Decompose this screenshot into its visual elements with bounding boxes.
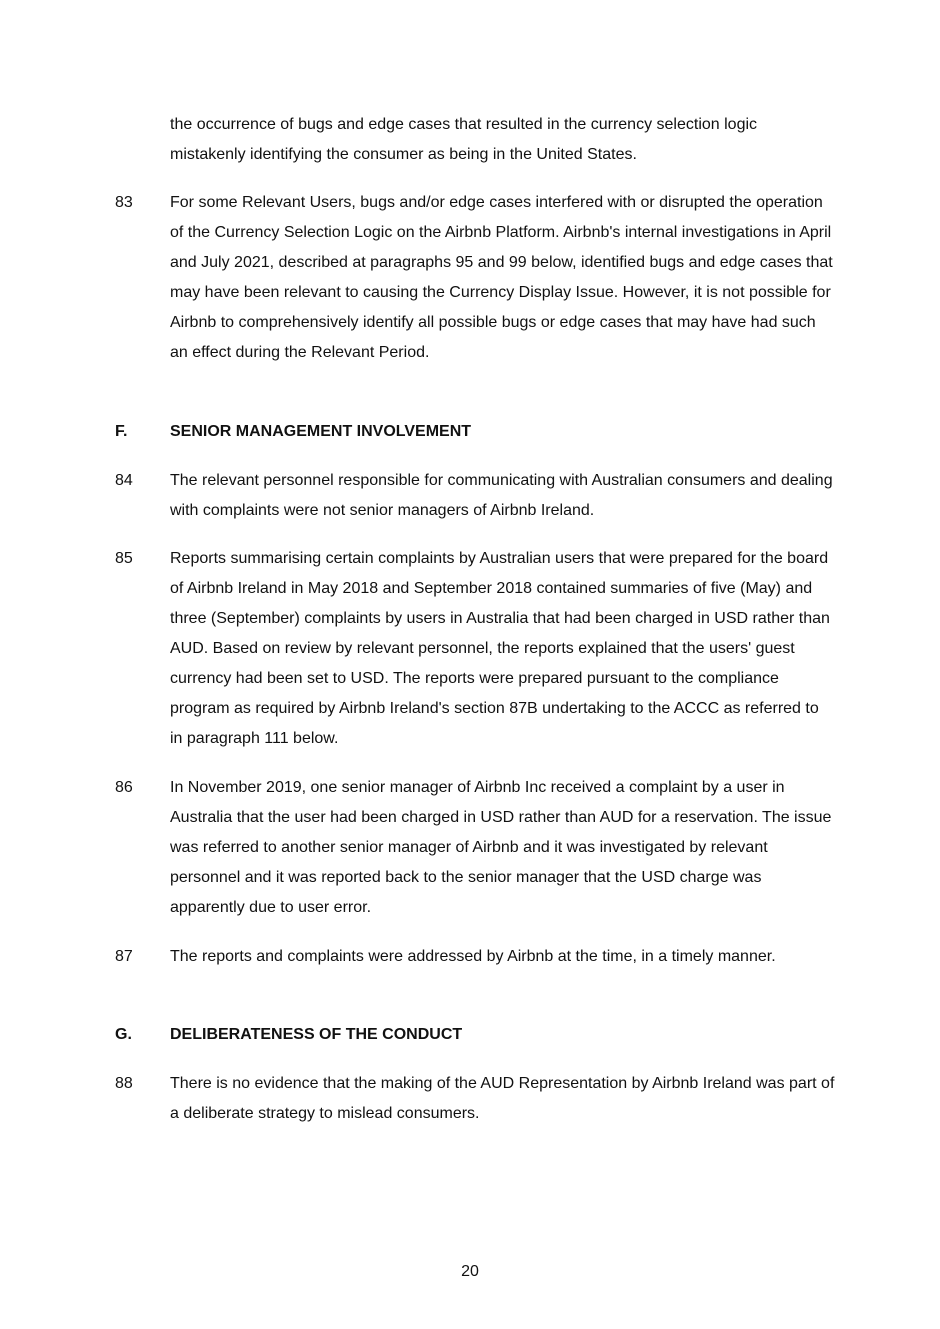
paragraph-86 xyxy=(115,773,835,923)
section-letter: F. xyxy=(115,423,128,440)
paragraph-text: The reports and complaints were addressed by Airbnb at the time, in a timely manner. xyxy=(170,948,776,965)
paragraph-text: For some Relevant Users, bugs and/or edge cases interfered with or disrupted the operation of the Currency Selection Logic on the Airbnb Platform. Airbnb's internal investigations in April and July 2021, described at paragraphs 95 and 99 below, identified bugs and edge cases that may have been relevant to causing the Currency Display Issue. However, it is not possible for Airbnb to comprehensively identify all possible bugs or edge cases that may have had such an effect during the Relevant Period. xyxy=(170,194,833,361)
paragraph-text: The relevant personnel responsible for communicating with Australian consumers and dealing with complaints were not senior managers of Airbnb Ireland. xyxy=(170,472,833,519)
paragraph-85 xyxy=(115,544,835,754)
section-heading-g xyxy=(115,1020,835,1050)
section-heading-f xyxy=(115,417,835,447)
paragraph-88 xyxy=(115,1069,835,1129)
page-number: 20 xyxy=(461,1263,479,1280)
section-title: SENIOR MANAGEMENT INVOLVEMENT xyxy=(170,423,472,440)
paragraph-number: 84 xyxy=(115,472,133,489)
paragraph-text: Reports summarising certain complaints by Australian users that were prepared for the board of Airbnb Ireland in May 2018 and September 2018 contained summaries of five (May) and three (September) complaints by users in Australia that had been charged in USD rather than AUD. Based on review by relevant personnel, the reports explained that the users' guest currency had been set to USD. The reports were prepared pursuant to the compliance program as required by Airbnb Ireland's section 87B undertaking to the ACCC as referred to in paragraph 111 below. xyxy=(170,550,830,747)
paragraph-number: 83 xyxy=(115,194,133,211)
section-title: DELIBERATENESS OF THE CONDUCT xyxy=(170,1026,463,1043)
section-letter: G. xyxy=(115,1026,132,1043)
paragraph-87 xyxy=(115,942,835,972)
paragraph-text: the occurrence of bugs and edge cases that resulted in the currency selection logic mistakenly identifying the consumer as being in the United States. xyxy=(170,116,758,163)
paragraph-number: 85 xyxy=(115,550,133,567)
paragraph-number: 86 xyxy=(115,779,133,796)
paragraph-number: 88 xyxy=(115,1075,133,1092)
paragraph-84 xyxy=(115,466,835,526)
paragraph-text: In November 2019, one senior manager of Airbnb Inc received a complaint by a user in Australia that the user had been charged in USD rather than AUD for a reservation. The issue was referred to another senior manager of Airbnb and it was investigated by relevant personnel and it was reported back to the senior manager that the USD charge was apparently due to user error. xyxy=(170,779,832,916)
paragraph-number: 87 xyxy=(115,948,133,965)
paragraph-text: There is no evidence that the making of the AUD Representation by Airbnb Ireland was part of a deliberate strategy to mislead consumers. xyxy=(170,1075,835,1122)
paragraph-83 xyxy=(115,188,835,368)
continuation-paragraph xyxy=(115,110,835,170)
